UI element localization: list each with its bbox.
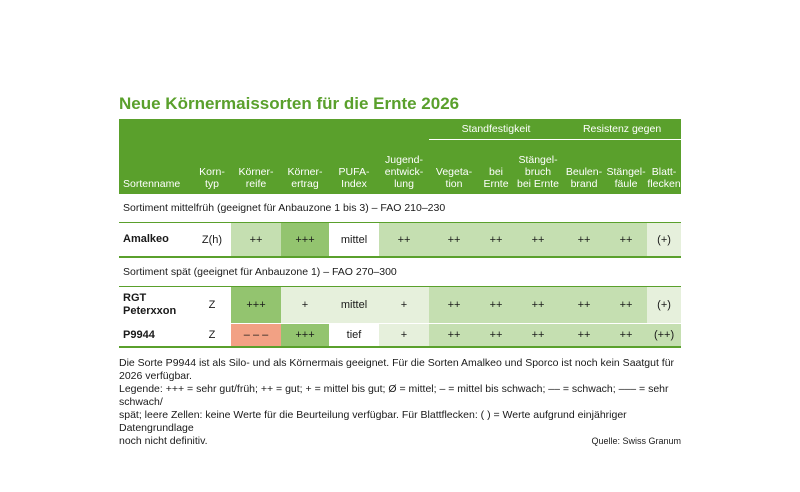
col-blattflecken: Blatt- flecken — [647, 140, 681, 194]
variety-name: RGT Peterxxon — [119, 287, 193, 324]
col-jugendentwicklung: Jugend- entwick- lung — [379, 140, 429, 194]
table-row — [119, 223, 681, 258]
cell-koernerertrag: +++ — [281, 324, 329, 348]
cell-blattflecken: (+) — [647, 223, 681, 258]
col-beulenbrand: Beulen- brand — [563, 140, 605, 194]
cell-pufa: tief — [329, 324, 379, 348]
group-standfestigkeit: Standfestigkeit — [429, 119, 563, 140]
col-pufa: PUFA- Index — [329, 140, 379, 194]
column-header-row — [119, 140, 681, 194]
cell-bei-ernte: ++ — [479, 287, 513, 324]
cell-vegetation: ++ — [429, 223, 479, 258]
cell-beulenbrand: ++ — [563, 324, 605, 348]
group-header-row — [119, 119, 681, 140]
section-header-spaet: Sortiment spät (geeignet für Anbauzone 1) – FAO 270–300 — [119, 258, 681, 287]
cell-staengelfaeule: ++ — [605, 223, 647, 258]
table-row — [119, 324, 681, 348]
cell-jugend: + — [379, 324, 429, 348]
cell-pufa: mittel — [329, 223, 379, 258]
cell-vegetation: ++ — [429, 324, 479, 348]
section-header-mittelfrueh: Sortiment mittelfrüh (geeignet für Anbauzone 1 bis 3) – FAO 210–230 — [119, 194, 681, 223]
note-line: Legende: +++ = sehr gut/früh; ++ = gut; + = mittel bis gut; Ø = mittel; – = mittel bis schwach; –– = schwach; ––– = sehr schwach/ — [119, 383, 669, 408]
cell-staengelfaeule: ++ — [605, 324, 647, 348]
variety-table — [119, 119, 681, 348]
cell-staengelbruch: ++ — [513, 287, 563, 324]
note-line: Die Sorte P9944 ist als Silo- und als Körnermais geeignet. Für die Sorten Amalkeo und Sporco ist noch kein Saatgut für 2026 verfügbar. — [119, 357, 675, 382]
cell-staengelfaeule: ++ — [605, 287, 647, 324]
col-staengelfaeule: Stängel- fäule — [605, 140, 647, 194]
cell-koernerertrag: +++ — [281, 223, 329, 258]
variety-name: Amalkeo — [119, 223, 193, 258]
cell-beulenbrand: ++ — [563, 223, 605, 258]
table-figure — [119, 93, 681, 446]
cell-korntyp: Z — [193, 324, 231, 348]
cell-bei-ernte: ++ — [479, 223, 513, 258]
cell-staengelbruch: ++ — [513, 223, 563, 258]
col-staengelbruch: Stängel- bruch bei Ernte — [513, 140, 563, 194]
group-resistenz: Resistenz gegen — [563, 119, 681, 140]
cell-jugend: + — [379, 287, 429, 324]
col-vegetation: Vegeta- tion — [429, 140, 479, 194]
cell-blattflecken: (++) — [647, 324, 681, 348]
cell-koernerreife: – – – — [231, 324, 281, 348]
col-koernerertrag: Körner- ertrag — [281, 140, 329, 194]
col-korntyp: Korn- typ — [193, 140, 231, 194]
cell-korntyp: Z(h) — [193, 223, 231, 258]
note-line: spät; leere Zellen: keine Werte für die Beurteilung verfügbar. Für Blattflecken: ( ) = Werte aufgrund einjähriger Datengrundlage — [119, 409, 627, 434]
figure-title: Neue Körnermaissorten für die Ernte 2026 — [119, 94, 460, 113]
col-sortenname: Sortenname — [119, 140, 193, 194]
cell-bei-ernte: ++ — [479, 324, 513, 348]
cell-koernerreife: +++ — [231, 287, 281, 324]
note-line: noch nicht definitiv. — [119, 435, 208, 447]
col-bei-ernte: bei Ernte — [479, 140, 513, 194]
cell-jugend: ++ — [379, 223, 429, 258]
cell-staengelbruch: ++ — [513, 324, 563, 348]
table-row — [119, 287, 681, 324]
col-koernerreife: Körner- reife — [231, 140, 281, 194]
cell-korntyp: Z — [193, 287, 231, 324]
source-credit: Quelle: Swiss Granum — [591, 436, 681, 446]
cell-blattflecken: (+) — [647, 287, 681, 324]
cell-vegetation: ++ — [429, 287, 479, 324]
cell-beulenbrand: ++ — [563, 287, 605, 324]
cell-koernerertrag: + — [281, 287, 329, 324]
cell-pufa: mittel — [329, 287, 379, 324]
variety-name: P9944 — [119, 324, 193, 348]
cell-koernerreife: ++ — [231, 223, 281, 258]
footnotes — [119, 357, 681, 448]
